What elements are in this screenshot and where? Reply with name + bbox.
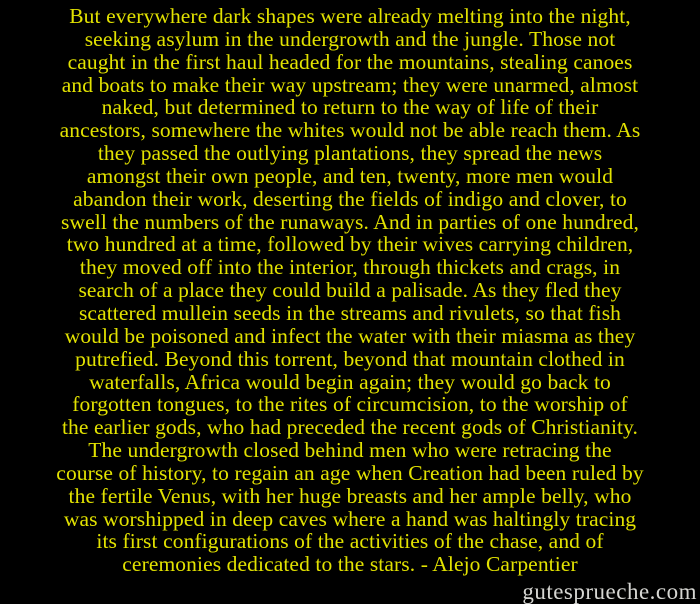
quote-line: putrefied. Beyond this torrent, beyond that mountain clothed in: [75, 346, 625, 371]
quote-line: they moved off into the interior, through thickets and crags, in: [79, 255, 621, 280]
quote-line: search of a place they could build a palisade. As they fled they: [78, 278, 622, 303]
quote-line: and boats to make their way upstream; they were unarmed, almost: [61, 72, 639, 97]
quote-line: seeking asylum in the undergrowth and the jungle. Those not: [84, 26, 616, 51]
quote-line: its first configurations of the activities of the chase, and of: [96, 529, 604, 554]
quote-line: course of history, to regain an age when Creation had been ruled by: [56, 460, 644, 485]
quote-line: caught in the first haul headed for the mountains, stealing canoes: [67, 49, 633, 74]
quote-line: they passed the outlying plantations, they spread the news: [97, 141, 603, 166]
quote-line: abandon their work, deserting the fields of indigo and clover, to: [73, 186, 627, 211]
quote-block: [0, 5, 700, 576]
quote-line: swell the numbers of the runaways. And in parties of one hundred,: [61, 209, 639, 234]
quote-line: the fertile Venus, with her huge breasts and her ample belly, who: [68, 483, 632, 508]
quote-line: forgotten tongues, to the rites of circumcision, to the worship of: [72, 392, 628, 417]
quote-line: naked, but determined to return to the way of life of their: [101, 95, 599, 120]
quote-line: was worshipped in deep caves where a hand was haltingly tracing: [63, 506, 637, 531]
watermark-site-label: gutesprueche.com: [522, 579, 697, 604]
quote-line: But everywhere dark shapes were already melting into the night,: [69, 4, 631, 28]
quote-line: the earlier gods, who had preceded the recent gods of Christianity.: [61, 415, 639, 440]
quote-line: The undergrowth closed behind men who were retracing the: [88, 438, 612, 463]
quote-line: ceremonies dedicated to the stars. - Alejo Carpentier: [122, 552, 578, 577]
quote-line: two hundred at a time, followed by their wives carrying children,: [66, 232, 634, 257]
quote-line: amongst their own people, and ten, twenty, more men would: [86, 163, 614, 188]
quote-line: would be poisoned and infect the water with their miasma as they: [64, 323, 636, 348]
quote-line: waterfalls, Africa would begin again; they would go back to: [89, 369, 611, 394]
quote-line: scattered mullein seeds in the streams and rivulets, so that fish: [78, 300, 622, 325]
quote-line: ancestors, somewhere the whites would not be able reach them. As: [59, 118, 641, 143]
